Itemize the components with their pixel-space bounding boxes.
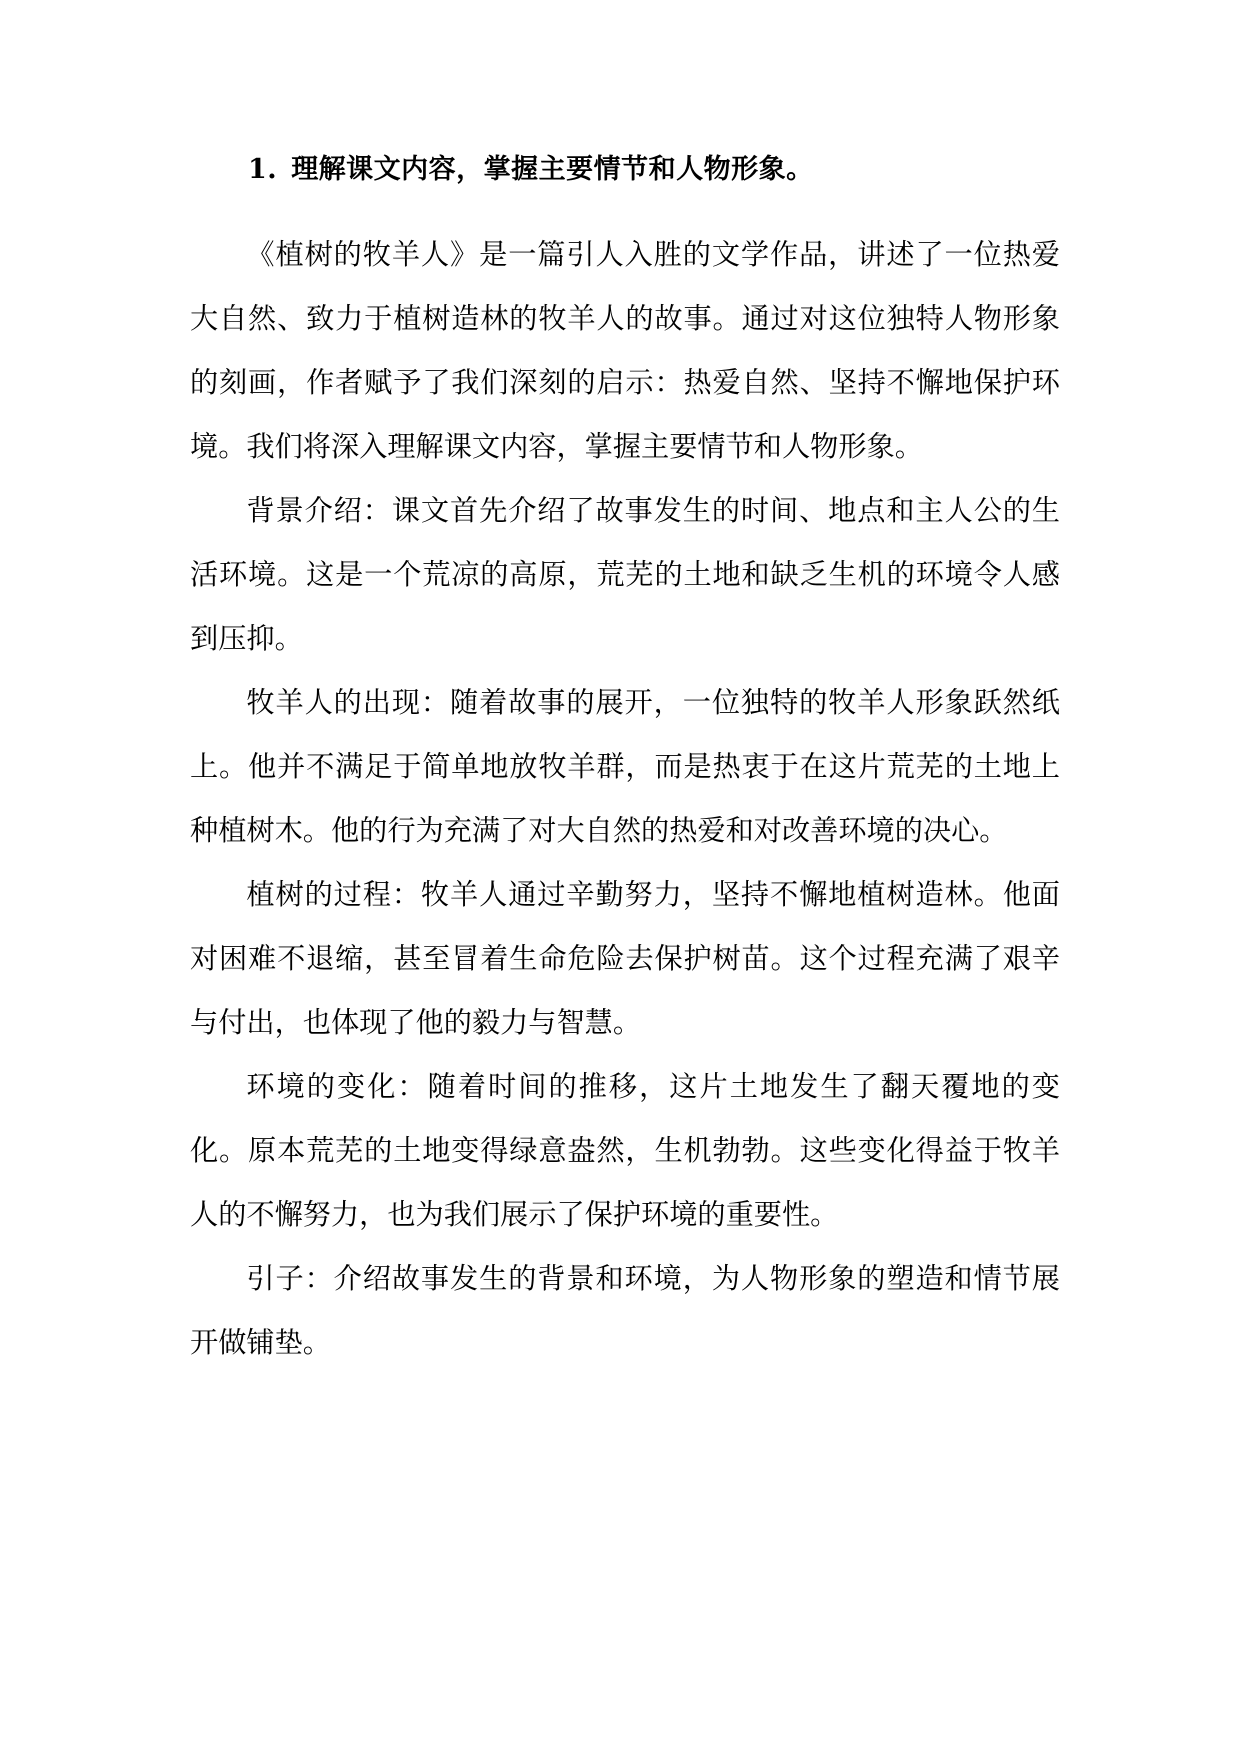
section-heading [248,150,814,190]
section-number: 1. [248,154,278,185]
section-title: 理解课文内容，掌握主要情节和人物形象。 [291,154,814,185]
paragraph-environment-change: 环境的变化：随着时间的推移，这片土地发生了翻天覆地的变化。原本荒芜的土地变得绿意盎然，生机勃勃。这些变化得益于牧羊人的不懈努力，也为我们展示了保护环境的重要性。 [190,1070,1060,1231]
paragraph-planting-process: 植树的过程：牧羊人通过辛勤努力，坚持不懈地植树造林。他面对困难不退缩，甚至冒着生命危险去保护树苗。这个过程充满了艰辛与付出，也体现了他的毅力与智慧。 [190,878,1060,1039]
paragraph-intro: 《植树的牧羊人》是一篇引人入胜的文学作品，讲述了一位热爱大自然、致力于植树造林的牧羊人的故事。通过对这位独特人物形象的刻画，作者赋予了我们深刻的启示：热爱自然、坚持不懈地保护环境。我们将深入理解课文内容，掌握主要情节和人物形象。 [190,238,1060,463]
paragraph-background: 背景介绍：课文首先介绍了故事发生的时间、地点和主人公的生活环境。这是一个荒凉的高原，荒芜的土地和缺乏生机的环境令人感到压抑。 [190,494,1060,655]
document-body [190,223,1060,1375]
paragraph-shepherd-appears: 牧羊人的出现：随着故事的展开，一位独特的牧羊人形象跃然纸上。他并不满足于简单地放牧羊群，而是热衷于在这片荒芜的土地上种植树木。他的行为充满了对大自然的热爱和对改善环境的决心。 [190,686,1060,847]
paragraph-lead-in: 引子：介绍故事发生的背景和环境，为人物形象的塑造和情节展开做铺垫。 [190,1262,1060,1359]
